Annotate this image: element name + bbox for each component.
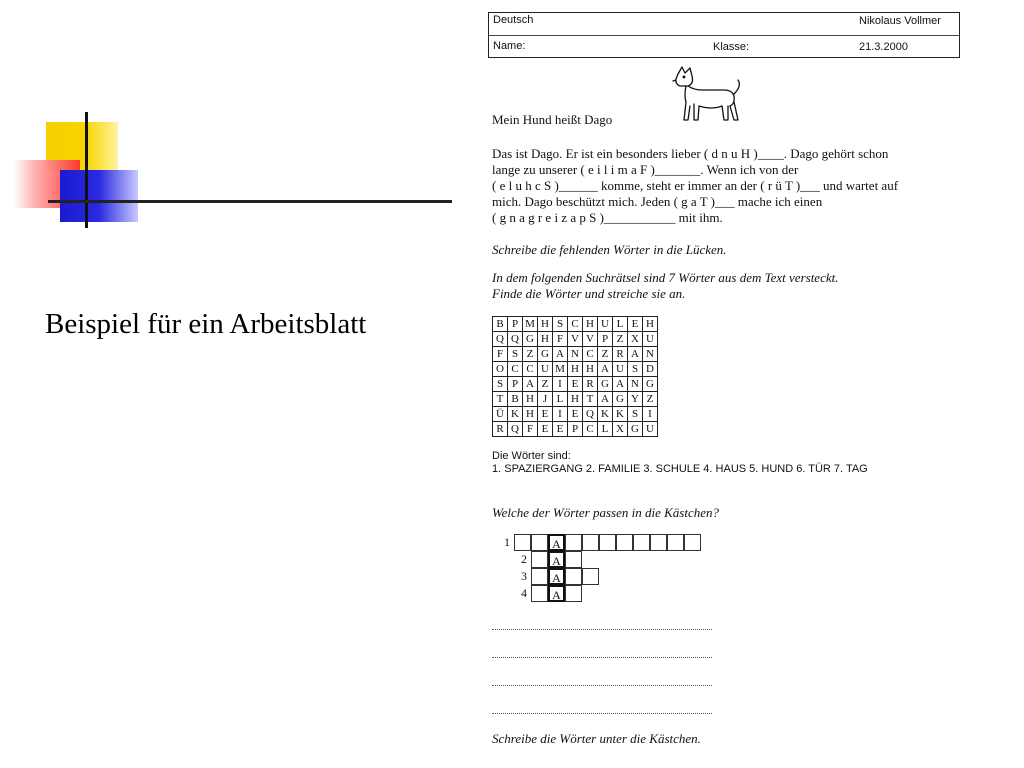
- words-list: 1. SPAZIERGANG 2. FAMILIE 3. SCHULE 4. HAUS 5. HUND 6. TÜR 7. TAG: [492, 463, 868, 475]
- grid-cell[interactable]: C: [523, 362, 538, 377]
- grid-cell[interactable]: H: [568, 362, 583, 377]
- grid-cell[interactable]: E: [538, 422, 553, 437]
- text-line: Das ist Dago. Er ist ein besonders lieber ( d n u H )____. Dago gehört schon: [492, 146, 889, 161]
- grid-cell[interactable]: R: [493, 422, 508, 437]
- crossword-box[interactable]: [565, 585, 582, 602]
- grid-cell[interactable]: R: [613, 347, 628, 362]
- grid-cell[interactable]: P: [598, 332, 613, 347]
- header-divider: [489, 35, 959, 36]
- grid-cell[interactable]: Q: [493, 332, 508, 347]
- grid-row: [493, 407, 658, 422]
- grid-cell[interactable]: E: [628, 317, 643, 332]
- instruction-crossword: Welche der Wörter passen in die Kästchen?: [492, 505, 719, 520]
- grid-row: [493, 362, 658, 377]
- grid-cell[interactable]: N: [568, 347, 583, 362]
- grid-cell[interactable]: I: [643, 407, 658, 422]
- grid-cell[interactable]: A: [523, 377, 538, 392]
- grid-cell[interactable]: F: [553, 332, 568, 347]
- crossword-box[interactable]: [684, 534, 701, 551]
- grid-cell[interactable]: J: [538, 392, 553, 407]
- crossword-row-number: 3: [521, 569, 527, 583]
- grid-cell[interactable]: G: [613, 392, 628, 407]
- crossword-box[interactable]: [582, 568, 599, 585]
- grid-cell[interactable]: S: [628, 362, 643, 377]
- grid-cell[interactable]: M: [553, 362, 568, 377]
- grid-cell[interactable]: H: [583, 317, 598, 332]
- crossword-box[interactable]: [582, 534, 599, 551]
- crossword-given-letter[interactable]: A: [548, 551, 565, 568]
- grid-cell[interactable]: C: [583, 347, 598, 362]
- grid-cell[interactable]: E: [568, 377, 583, 392]
- name-label: Name:: [493, 40, 526, 52]
- grid-row: [493, 347, 658, 362]
- grid-cell[interactable]: Ü: [493, 407, 508, 422]
- grid-cell[interactable]: D: [643, 362, 658, 377]
- grid-cell[interactable]: H: [523, 407, 538, 422]
- grid-cell[interactable]: H: [568, 392, 583, 407]
- grid-cell[interactable]: P: [508, 377, 523, 392]
- grid-row: [493, 317, 658, 332]
- grid-cell[interactable]: P: [568, 422, 583, 437]
- grid-cell[interactable]: Q: [508, 332, 523, 347]
- grid-cell[interactable]: L: [553, 392, 568, 407]
- grid-cell[interactable]: Z: [613, 332, 628, 347]
- grid-cell[interactable]: Q: [508, 422, 523, 437]
- grid-cell[interactable]: F: [523, 422, 538, 437]
- grid-cell[interactable]: S: [553, 317, 568, 332]
- answer-line[interactable]: [492, 684, 712, 686]
- grid-cell[interactable]: U: [613, 362, 628, 377]
- worksheet: [480, 0, 970, 768]
- grid-cell[interactable]: M: [523, 317, 538, 332]
- grid-cell[interactable]: X: [613, 422, 628, 437]
- grid-cell[interactable]: T: [583, 392, 598, 407]
- text-line: ( g n a g r e i z a p S )___________ mit ihm.: [492, 210, 723, 225]
- crossword-box[interactable]: [599, 534, 616, 551]
- slide-title: Beispiel für ein Arbeitsblatt: [45, 308, 367, 340]
- grid-cell[interactable]: S: [628, 407, 643, 422]
- crossword-box[interactable]: [531, 585, 548, 602]
- crossword-row-number: 2: [521, 552, 527, 566]
- deco-horizontal-line: [48, 200, 452, 203]
- grid-cell[interactable]: F: [493, 347, 508, 362]
- grid-cell[interactable]: U: [538, 362, 553, 377]
- grid-cell[interactable]: A: [598, 392, 613, 407]
- grid-cell[interactable]: I: [553, 377, 568, 392]
- grid-cell[interactable]: G: [628, 422, 643, 437]
- crossword-box[interactable]: [531, 534, 548, 551]
- grid-cell[interactable]: R: [583, 377, 598, 392]
- text-line: mich. Dago beschützt mich. Jeden ( g a T )___ mache ich einen: [492, 194, 823, 209]
- grid-row: [493, 392, 658, 407]
- grid-cell[interactable]: O: [493, 362, 508, 377]
- grid-cell[interactable]: Z: [538, 377, 553, 392]
- deco-vertical-line: [85, 112, 88, 228]
- grid-cell[interactable]: C: [583, 422, 598, 437]
- grid-cell[interactable]: U: [598, 317, 613, 332]
- deco-blue-square: [60, 170, 138, 222]
- word-search-grid: [492, 316, 658, 437]
- grid-cell[interactable]: C: [568, 317, 583, 332]
- crossword-box[interactable]: [531, 568, 548, 585]
- grid-cell[interactable]: E: [568, 407, 583, 422]
- grid-cell[interactable]: G: [598, 377, 613, 392]
- grid-cell[interactable]: X: [628, 332, 643, 347]
- grid-cell[interactable]: B: [493, 317, 508, 332]
- crossword-given-letter[interactable]: A: [548, 534, 565, 551]
- grid-cell[interactable]: I: [553, 407, 568, 422]
- answer-line[interactable]: [492, 712, 712, 714]
- crossword-box[interactable]: [565, 568, 582, 585]
- grid-cell[interactable]: G: [538, 347, 553, 362]
- grid-cell[interactable]: C: [508, 362, 523, 377]
- grid-cell[interactable]: K: [613, 407, 628, 422]
- instruction-word-search-2: Finde die Wörter und streiche sie an.: [492, 286, 686, 301]
- crossword-box[interactable]: [616, 534, 633, 551]
- crossword-box[interactable]: [667, 534, 684, 551]
- grid-cell[interactable]: A: [628, 347, 643, 362]
- grid-cell[interactable]: H: [643, 317, 658, 332]
- crossword-given-letter[interactable]: A: [548, 585, 565, 602]
- grid-cell[interactable]: A: [613, 377, 628, 392]
- grid-cell[interactable]: G: [523, 332, 538, 347]
- dog-illustration: [672, 64, 744, 126]
- grid-cell[interactable]: A: [598, 362, 613, 377]
- instruction-fill-gaps: Schreibe die fehlenden Wörter in die Lücken.: [492, 242, 727, 257]
- crossword-box[interactable]: [565, 534, 582, 551]
- grid-row: [493, 377, 658, 392]
- grid-cell[interactable]: Z: [598, 347, 613, 362]
- worksheet-heading: Mein Hund heißt Dago: [492, 112, 613, 127]
- grid-cell[interactable]: Z: [643, 392, 658, 407]
- crossword-box[interactable]: [650, 534, 667, 551]
- grid-cell[interactable]: B: [508, 392, 523, 407]
- crossword-box[interactable]: [565, 551, 582, 568]
- class-label: Klasse:: [713, 41, 750, 53]
- grid-cell[interactable]: H: [583, 362, 598, 377]
- grid-cell[interactable]: H: [523, 392, 538, 407]
- grid-cell[interactable]: K: [598, 407, 613, 422]
- grid-row: [493, 332, 658, 347]
- crossword-row-number: 4: [521, 586, 527, 600]
- crossword-box[interactable]: [633, 534, 650, 551]
- crossword-box[interactable]: [514, 534, 531, 551]
- text-line: lange zu unserer ( e i l i m a F )_______. Wenn ich von der: [492, 162, 799, 177]
- grid-cell[interactable]: U: [643, 332, 658, 347]
- crossword-box[interactable]: [531, 551, 548, 568]
- answer-line[interactable]: [492, 628, 712, 630]
- grid-cell[interactable]: S: [493, 377, 508, 392]
- crossword-row-number: 1: [504, 535, 510, 549]
- author-name: Nikolaus Vollmer: [859, 15, 941, 27]
- text-line: ( e l u h c S )______ komme, steht er immer an der ( r ü T )___ und wartet auf: [492, 178, 899, 193]
- subject-label: Deutsch: [493, 14, 534, 26]
- grid-cell[interactable]: N: [628, 377, 643, 392]
- grid-cell[interactable]: Q: [583, 407, 598, 422]
- date-value: 21.3.2000: [859, 41, 908, 53]
- grid-cell[interactable]: H: [538, 317, 553, 332]
- grid-cell[interactable]: U: [643, 422, 658, 437]
- grid-cell[interactable]: A: [553, 347, 568, 362]
- grid-cell[interactable]: N: [643, 347, 658, 362]
- grid-cell[interactable]: P: [508, 317, 523, 332]
- grid-cell[interactable]: V: [568, 332, 583, 347]
- grid-cell[interactable]: L: [598, 422, 613, 437]
- grid-row: [493, 422, 658, 437]
- grid-cell[interactable]: V: [583, 332, 598, 347]
- answer-line[interactable]: [492, 656, 712, 658]
- instruction-write-words: Schreibe die Wörter unter die Kästchen.: [492, 731, 701, 746]
- crossword-given-letter[interactable]: A: [548, 568, 565, 585]
- grid-cell[interactable]: E: [538, 407, 553, 422]
- grid-cell[interactable]: G: [643, 377, 658, 392]
- grid-cell[interactable]: H: [538, 332, 553, 347]
- grid-cell[interactable]: E: [553, 422, 568, 437]
- grid-cell[interactable]: L: [613, 317, 628, 332]
- grid-cell[interactable]: Y: [628, 392, 643, 407]
- grid-cell[interactable]: T: [493, 392, 508, 407]
- grid-cell[interactable]: Z: [523, 347, 538, 362]
- instruction-word-search: In dem folgenden Suchrätsel sind 7 Wörter aus dem Text versteckt.: [492, 270, 839, 285]
- words-label: Die Wörter sind:: [492, 450, 571, 462]
- grid-cell[interactable]: S: [508, 347, 523, 362]
- worksheet-header: [488, 12, 960, 58]
- grid-cell[interactable]: K: [508, 407, 523, 422]
